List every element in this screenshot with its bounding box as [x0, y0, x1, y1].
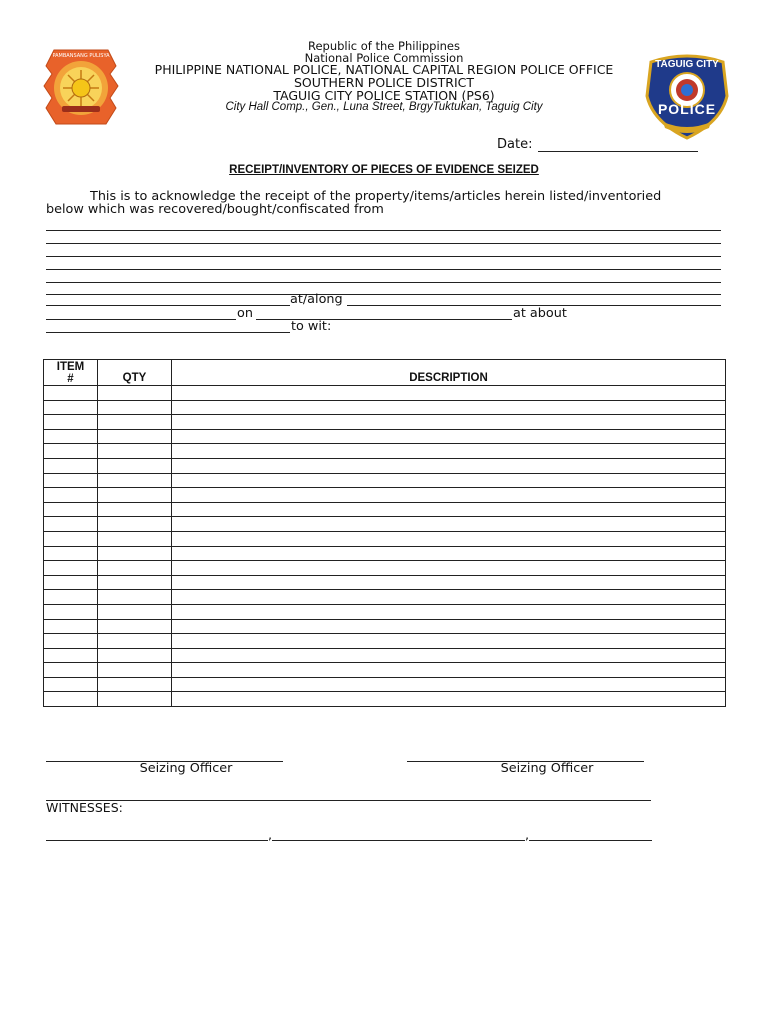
description-cell[interactable]: [172, 444, 726, 459]
qty-cell[interactable]: [98, 561, 172, 576]
form-title: RECEIPT/INVENTORY OF PIECES OF EVIDENCE SEIZED: [229, 164, 539, 176]
description-cell[interactable]: [172, 604, 726, 619]
table-row: [44, 604, 726, 619]
svg-text:PAMBANSANG PULISYA: PAMBANSANG PULISYA: [52, 53, 110, 59]
table-row: [44, 386, 726, 401]
witnesses-top-line[interactable]: [46, 800, 651, 801]
qty-cell[interactable]: [98, 517, 172, 532]
table-row: [44, 429, 726, 444]
qty-cell[interactable]: [98, 429, 172, 444]
table-row: [44, 692, 726, 707]
description-cell[interactable]: [172, 400, 726, 415]
header-napolcom: National Police Commission: [304, 51, 464, 65]
item-number-cell[interactable]: [44, 517, 98, 532]
date-field[interactable]: [538, 151, 698, 152]
description-cell[interactable]: [172, 648, 726, 663]
taguig-city-police-badge-logo: [641, 52, 733, 140]
item-number-cell[interactable]: [44, 386, 98, 401]
evidence-table: [43, 359, 726, 707]
qty-cell[interactable]: [98, 575, 172, 590]
qty-cell[interactable]: [98, 400, 172, 415]
table-row: [44, 590, 726, 605]
on-label: on: [237, 306, 253, 321]
header-republic: Republic of the Philippines: [307, 39, 461, 53]
description-cell[interactable]: [172, 634, 726, 649]
table-row: [44, 517, 726, 532]
pnp-seal-logo: [40, 44, 122, 128]
at-about-label: at about: [513, 306, 567, 321]
description-cell[interactable]: [172, 590, 726, 605]
witness-2-line[interactable]: [272, 840, 525, 841]
item-header-line-1: ITEM: [56, 360, 85, 373]
table-row: [44, 444, 726, 459]
table-row: [44, 546, 726, 561]
qty-cell[interactable]: [98, 458, 172, 473]
qty-cell[interactable]: [98, 488, 172, 503]
table-row: [44, 575, 726, 590]
paragraph-line-2: below which was recovered/bought/confiscated from: [46, 202, 384, 217]
description-cell[interactable]: [172, 386, 726, 401]
item-number-cell[interactable]: [44, 648, 98, 663]
item-number-cell[interactable]: [44, 531, 98, 546]
item-number-cell[interactable]: [44, 663, 98, 678]
item-number-cell[interactable]: [44, 458, 98, 473]
qty-cell[interactable]: [98, 648, 172, 663]
table-row: [44, 561, 726, 576]
witness-1-line[interactable]: [46, 840, 268, 841]
item-number-cell[interactable]: [44, 561, 98, 576]
table-row: [44, 531, 726, 546]
item-number-cell[interactable]: [44, 575, 98, 590]
qty-cell[interactable]: [98, 444, 172, 459]
item-number-cell[interactable]: [44, 590, 98, 605]
description-cell[interactable]: [172, 619, 726, 634]
item-number-cell[interactable]: [44, 400, 98, 415]
item-number-cell[interactable]: [44, 619, 98, 634]
description-cell[interactable]: [172, 502, 726, 517]
table-row: [44, 458, 726, 473]
header-spd: SOUTHERN POLICE DISTRICT: [293, 75, 475, 90]
description-cell[interactable]: [172, 575, 726, 590]
table-row: [44, 502, 726, 517]
item-number-cell[interactable]: [44, 604, 98, 619]
seizing-officer-1-label: Seizing Officer: [139, 761, 233, 776]
recovered-from-line-3[interactable]: [46, 256, 721, 257]
recovered-from-line-1[interactable]: [46, 230, 721, 231]
item-number-cell[interactable]: [44, 429, 98, 444]
table-row: [44, 400, 726, 415]
description-cell[interactable]: [172, 677, 726, 692]
description-cell[interactable]: [172, 663, 726, 678]
description-cell[interactable]: [172, 415, 726, 430]
item-header-line-2: #: [67, 372, 74, 385]
description-cell[interactable]: [172, 458, 726, 473]
witness-comma-1: ,: [268, 828, 273, 843]
table-row: [44, 488, 726, 503]
qty-cell[interactable]: [98, 634, 172, 649]
description-cell[interactable]: [172, 473, 726, 488]
description-cell[interactable]: [172, 531, 726, 546]
qty-cell[interactable]: [98, 692, 172, 707]
qty-header: QTY: [98, 360, 172, 386]
description-cell[interactable]: [172, 561, 726, 576]
table-row: [44, 634, 726, 649]
recovered-from-line-2[interactable]: [46, 243, 721, 244]
qty-cell[interactable]: [98, 619, 172, 634]
table-row: [44, 677, 726, 692]
item-number-cell[interactable]: [44, 546, 98, 561]
description-cell[interactable]: [172, 488, 726, 503]
qty-cell[interactable]: [98, 677, 172, 692]
witness-3-line[interactable]: [529, 840, 652, 841]
table-row: [44, 663, 726, 678]
qty-cell[interactable]: [98, 590, 172, 605]
qty-cell[interactable]: [98, 604, 172, 619]
witnesses-label: WITNESSES:: [46, 800, 123, 815]
header-pnp-ncrpo: PHILIPPINE NATIONAL POLICE, NATIONAL CAPITAL REGION POLICE OFFICE: [154, 62, 614, 77]
item-number-header: [44, 360, 98, 386]
badge-top-text: TAGUIG CITY: [655, 59, 719, 70]
item-number-cell[interactable]: [44, 692, 98, 707]
item-number-cell[interactable]: [44, 473, 98, 488]
qty-cell[interactable]: [98, 663, 172, 678]
paragraph-line-1: This is to acknowledge the receipt of the property/items/articles herein listed/inventoried: [90, 189, 662, 204]
item-number-cell[interactable]: [44, 488, 98, 503]
recovered-from-line-6[interactable]: [46, 294, 721, 295]
description-cell[interactable]: [172, 517, 726, 532]
table-row: [44, 648, 726, 663]
to-wit-label: to wit:: [291, 319, 332, 334]
qty-cell[interactable]: [98, 546, 172, 561]
qty-cell[interactable]: [98, 473, 172, 488]
table-row: [44, 415, 726, 430]
qty-cell[interactable]: [98, 531, 172, 546]
seizing-officer-2-label: Seizing Officer: [500, 761, 594, 776]
badge-bottom-text: POLICE: [657, 101, 717, 117]
description-cell[interactable]: [172, 692, 726, 707]
item-number-cell[interactable]: [44, 634, 98, 649]
recovered-from-line-5[interactable]: [46, 282, 721, 283]
header-address: City Hall Comp., Gen., Luna Street, BrgyTuktukan, Taguig City: [225, 101, 543, 113]
qty-cell[interactable]: [98, 415, 172, 430]
qty-cell[interactable]: [98, 386, 172, 401]
item-number-cell[interactable]: [44, 502, 98, 517]
header-station: TAGUIG CITY POLICE STATION (PS6): [273, 88, 495, 103]
at-along-label: at/along: [290, 292, 343, 307]
item-number-cell[interactable]: [44, 677, 98, 692]
description-header: DESCRIPTION: [172, 360, 726, 386]
qty-cell[interactable]: [98, 502, 172, 517]
item-number-cell[interactable]: [44, 415, 98, 430]
time-field[interactable]: [46, 332, 290, 333]
description-cell[interactable]: [172, 546, 726, 561]
item-number-cell[interactable]: [44, 444, 98, 459]
table-row: [44, 619, 726, 634]
recovered-from-line-4[interactable]: [46, 269, 721, 270]
table-row: [44, 473, 726, 488]
on-before-field[interactable]: [46, 319, 236, 320]
location-before-field[interactable]: [46, 305, 290, 306]
date-label: Date:: [497, 137, 533, 152]
description-cell[interactable]: [172, 429, 726, 444]
witness-comma-2: ,: [525, 828, 530, 843]
